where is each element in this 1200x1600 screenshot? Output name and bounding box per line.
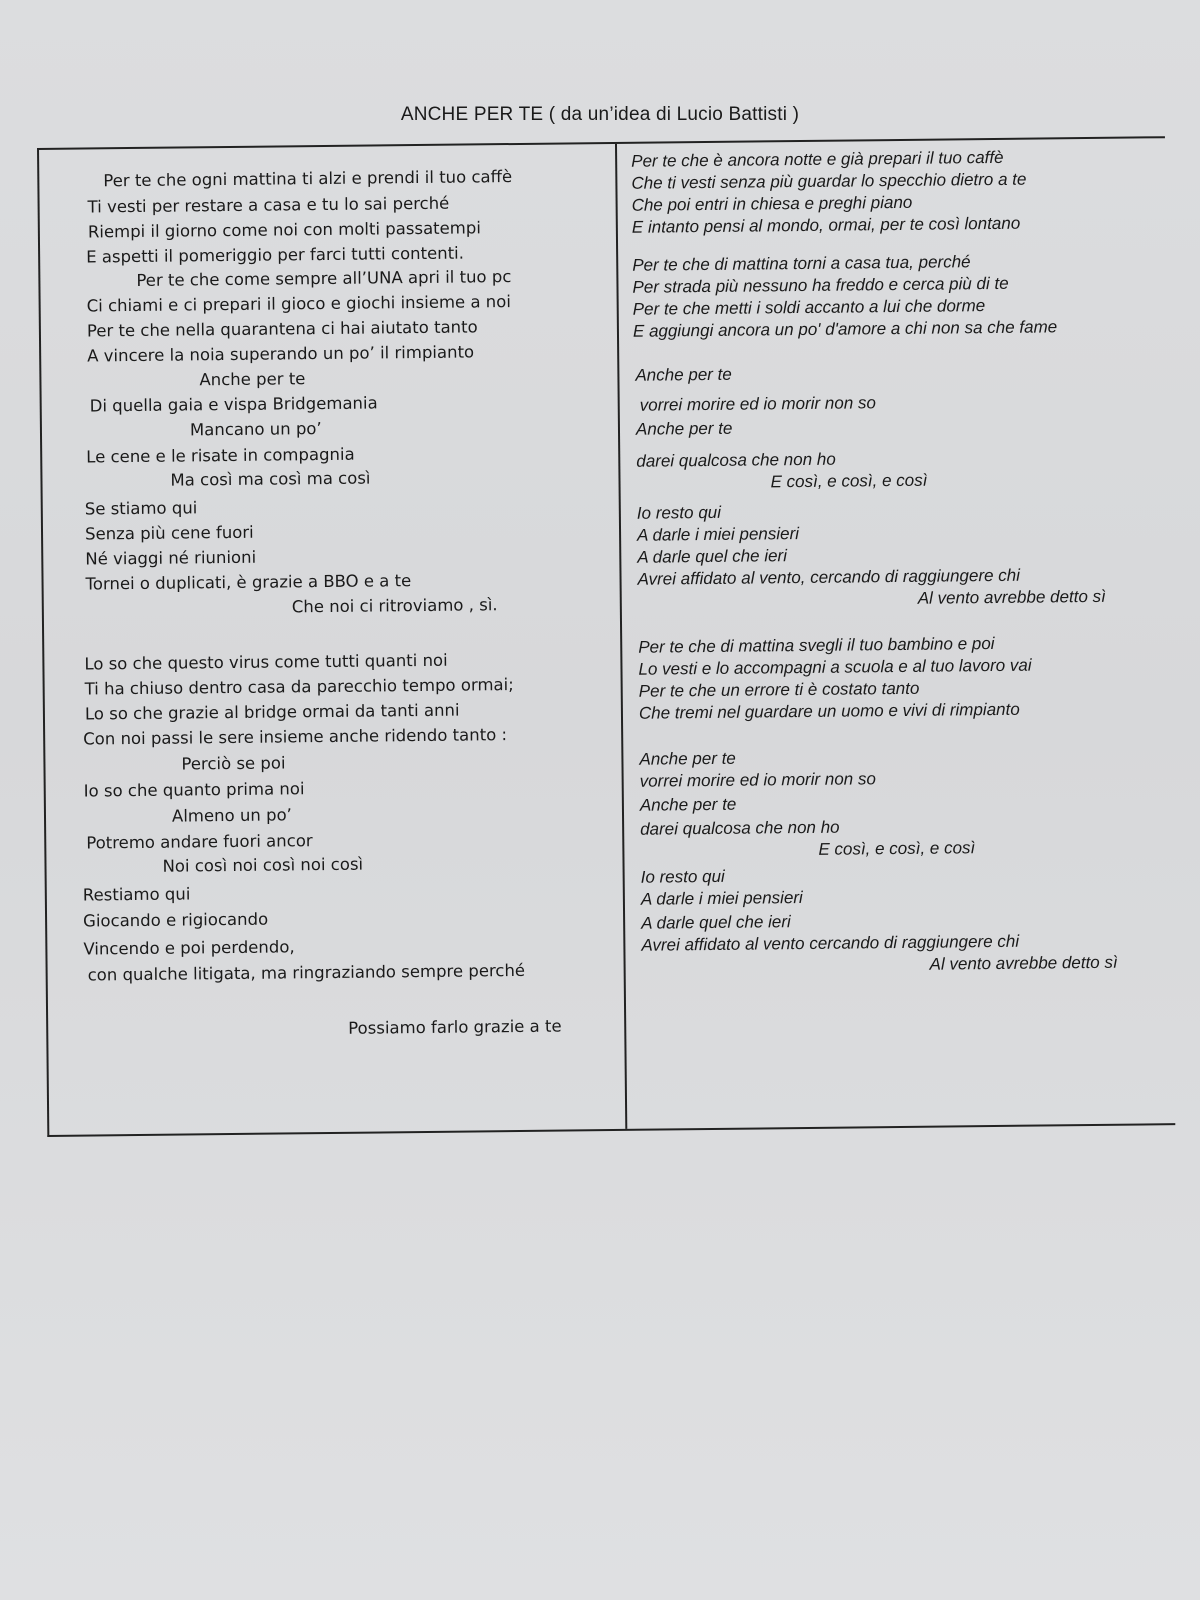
left-verse-line: Ci chiami e ci prepari il gioco e giochi insieme a noi xyxy=(86,292,511,316)
left-verse-line: Per te che come sempre all’UNA apri il tuo pc xyxy=(136,267,512,290)
right-verse-line: darei qualcosa che non ho xyxy=(636,449,836,471)
right-verse-line: A darle quel che ieri xyxy=(641,912,791,933)
right-column xyxy=(619,138,1159,974)
right-verse-line: Avrei affidato al vento, cercando di raggiungere chi xyxy=(637,565,1021,589)
left-verse-line: Di quella gaia e vispa Bridgemania xyxy=(89,393,378,416)
right-verse-line: Io resto qui xyxy=(640,866,725,887)
left-verse-line: Per te che ogni mattina ti alzi e prendi il tuo caffè xyxy=(103,167,513,191)
left-verse-line: Per te che nella quarantena ci hai aiutato tanto xyxy=(86,317,478,341)
left-verse-line: Riempi il giorno come noi con molti passatempi xyxy=(87,218,481,242)
left-verse-line: Noi così noi così noi così xyxy=(162,854,364,876)
right-verse-line: A darle i miei pensieri xyxy=(636,524,800,545)
left-verse-line: Vincendo e poi perdendo, xyxy=(83,937,295,959)
right-verse-line: Al vento avrebbe detto sì xyxy=(917,586,1106,608)
right-verse-line: E aggiungi ancora un po' d'amore a chi non sa che fame xyxy=(632,317,1058,341)
left-verse-line: Almeno un po’ xyxy=(171,805,292,826)
right-verse-line: Anche per te xyxy=(635,364,732,385)
right-verse-line: Al vento avrebbe detto sì xyxy=(929,952,1118,974)
right-verse-line: vorrei morire ed io morir non so xyxy=(639,393,877,415)
right-verse-line: Per te che un errore ti è costato tanto xyxy=(638,678,920,701)
left-verse-line: Io so che quanto prima noi xyxy=(83,779,305,801)
right-verse-line: Anche per te xyxy=(639,748,736,769)
right-verse-line: Che ti vesti senza più guardar lo specchio dietro a te xyxy=(631,169,1027,193)
left-verse-line: Perciò se poi xyxy=(181,753,286,774)
left-verse-line: Giocando e rigiocando xyxy=(82,909,269,931)
right-verse-line: Per strada più nessuno ha freddo e cerca più di te xyxy=(632,273,1009,297)
left-verse-line: Senza più cene fuori xyxy=(84,522,254,544)
right-verse-line: darei qualcosa che non ho xyxy=(640,817,840,839)
left-verse-line: Restiamo qui xyxy=(82,884,191,905)
left-verse-line: Potremo andare fuori ancor xyxy=(86,831,313,853)
right-verse-line: Per te che è ancora notte e già prepari il tuo caffè xyxy=(631,147,1004,171)
left-verse-line: Lo so che questo virus come tutti quanti noi xyxy=(84,650,448,674)
left-verse-line: Che noi ci ritroviamo , sì. xyxy=(291,595,498,617)
left-verse-line: Se stiamo qui xyxy=(84,498,198,519)
left-verse-line: A vincere la noia superando un po’ il rimpianto xyxy=(87,342,475,366)
right-verse-line: Anche per te xyxy=(639,794,737,815)
left-verse-line: Tornei o duplicati, è grazie a BBO e a te xyxy=(85,571,412,594)
right-verse-line: vorrei morire ed io morir non so xyxy=(639,769,876,791)
right-verse-line: Avrei affidato al vento cercando di raggiungere chi xyxy=(641,931,1020,955)
left-verse-line: Mancano un po’ xyxy=(189,419,322,440)
left-verse-line: con qualche litigata, ma ringraziando sempre perché xyxy=(87,960,526,985)
left-verse-line: Le cene e le risate in compagnia xyxy=(86,444,355,467)
right-verse-line: A darle quel che ieri xyxy=(637,546,788,567)
left-verse-line: Ma così ma così ma così xyxy=(170,468,371,490)
right-verse-line: E intanto pensi al mondo, ormai, per te così lontano xyxy=(631,213,1021,237)
left-verse-line: E aspetti il pomeriggio per farci tutti contenti. xyxy=(86,243,465,267)
right-verse-line: Che tremi nel guardare un uomo e vivi di rimpianto xyxy=(638,699,1020,723)
right-verse-line: E così, e così, e così xyxy=(818,838,976,859)
right-verse-line: Per te che metti i soldi accanto a lui che dorme xyxy=(632,296,986,319)
left-verse-line: Possiamo farlo grazie a te xyxy=(348,1016,562,1038)
document-title: ANCHE PER TE ( da un’idea di Lucio Battisti ) xyxy=(400,104,800,125)
column-divider xyxy=(615,144,627,1129)
lyrics-table xyxy=(37,136,1175,1137)
right-verse-line: Per te che di mattina svegli il tuo bambino e poi xyxy=(638,634,995,657)
left-verse-line: Ti ha chiuso dentro casa da parecchio tempo ormai; xyxy=(84,675,514,699)
right-verse-line: Anche per te xyxy=(635,418,733,439)
right-verse-line: Lo vesti e lo accompagni a scuola e al tuo lavoro vai xyxy=(638,655,1032,679)
left-column xyxy=(39,144,615,1038)
right-verse-line: Per te che di mattina torni a casa tua, perché xyxy=(632,252,971,275)
left-verse-line: Né viaggi né riunioni xyxy=(85,547,257,569)
left-verse-line: Con noi passi le sere insieme anche ridendo tanto : xyxy=(83,725,508,749)
left-verse-line: Ti vesti per restare a casa e tu lo sai perché xyxy=(87,193,450,217)
left-verse-line: Lo so che grazie al bridge ormai da tanti anni xyxy=(84,700,460,724)
left-verse-line: Anche per te xyxy=(199,369,306,390)
right-verse-line: Che poi entri in chiesa e preghi piano xyxy=(631,192,913,215)
right-verse-line: E così, e così, e così xyxy=(770,470,928,492)
right-verse-line: A darle i miei pensieri xyxy=(640,888,803,909)
right-verse-line: Io resto qui xyxy=(636,502,722,523)
